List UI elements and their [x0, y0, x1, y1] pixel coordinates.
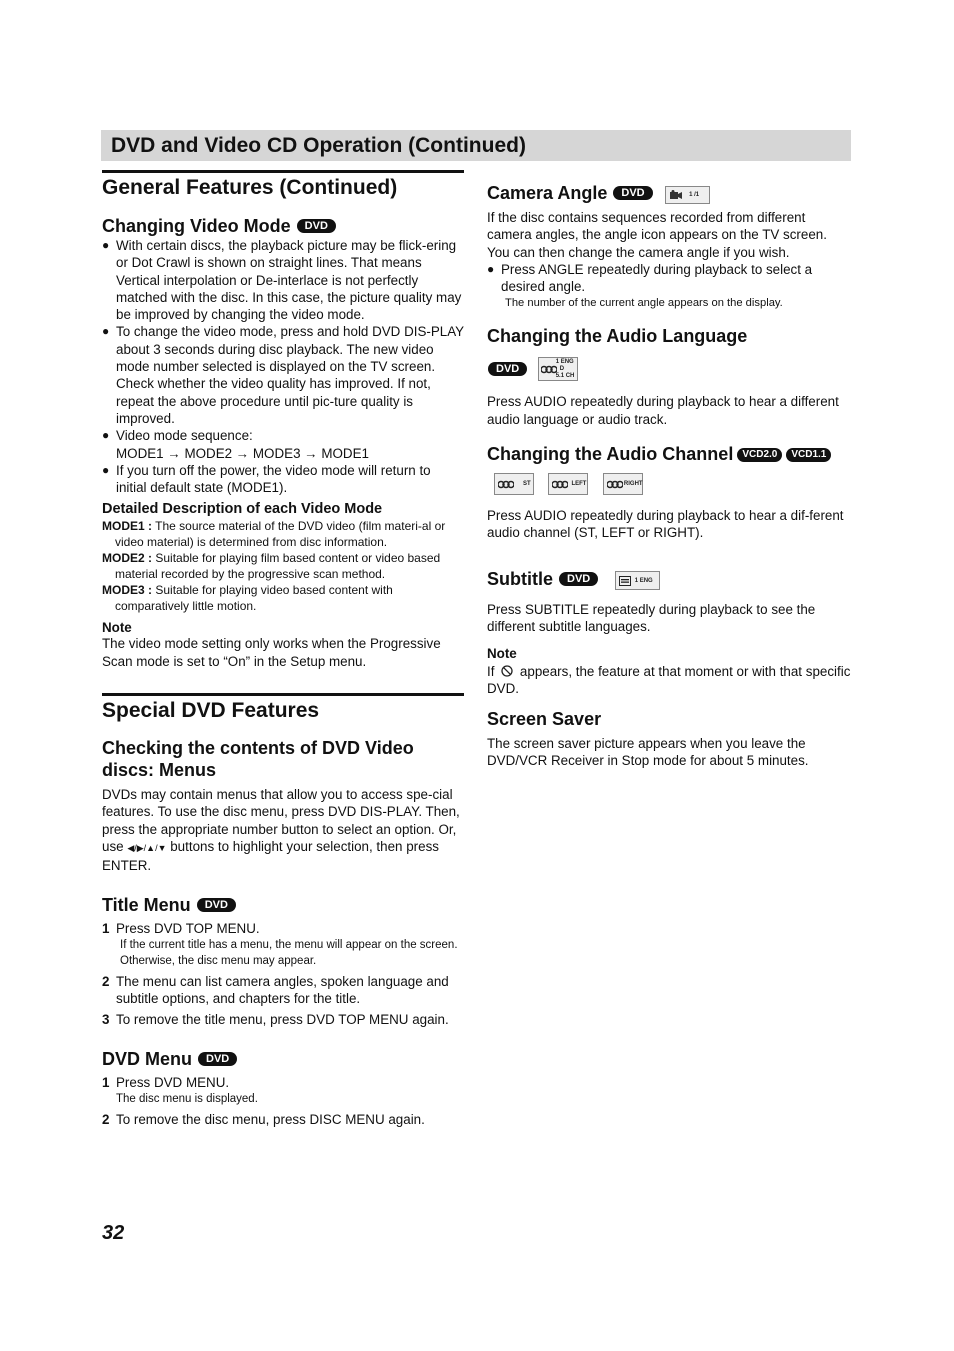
- camera-fine: The number of the current angle appears on the display.: [505, 297, 783, 310]
- video-mode-title: Changing Video Mode: [102, 216, 291, 236]
- list-item: 1 Press DVD MENU.: [102, 1074, 230, 1090]
- step-note: If the current title has a menu, the menu will appear on the screen. Otherwise, the disc menu may appear.: [120, 938, 458, 967]
- bullet-icon: ●: [487, 261, 495, 276]
- bullet-icon: ●: [102, 324, 110, 339]
- angle-osd-icon: 1 /1: [665, 186, 710, 204]
- special-features-title: Special DVD Features: [102, 693, 464, 724]
- screen-saver-title: Screen Saver: [487, 709, 602, 730]
- page-number: 32: [102, 1222, 125, 1244]
- audio-language-title: Changing the Audio Language: [487, 326, 748, 347]
- audio-osd-icon: 1 ENG D 5.1 CH: [538, 357, 578, 381]
- bullet-icon: ●: [102, 462, 110, 477]
- dvd-menu-heading: [102, 1048, 464, 1070]
- camera-text: If the disc contains sequences recorded from different camera angles, the angle icon appears on the TV screen. You can then change the camera angle if you wish.: [487, 210, 827, 260]
- mode-item: MODE1 : The source material of the DVD video (film materi-al or video material) is determined from disc information.: [102, 519, 446, 550]
- audio-language-icons: [487, 357, 851, 381]
- mode-item: MODE2 : Suitable for playing film based content or video based material recorded by the progressive scan method.: [102, 551, 441, 582]
- note-label: Note: [102, 620, 132, 636]
- audio-channel-heading: [487, 443, 851, 465]
- camera-angle-title: Camera Angle: [487, 183, 608, 203]
- dvd-badge: DVD: [297, 219, 336, 233]
- note-text: If appears, the feature at that moment or with that specific DVD.: [487, 663, 851, 696]
- list-item: ● To change the video mode, press and hold DVD DIS-PLAY about 3 seconds during disc playback. The new video mode number selected is displayed on the TV screen. Check whether the video quality has improved. If not, repeat the above procedure until pic-ture quality is improved.: [102, 324, 464, 426]
- audio-language-text: Press AUDIO repeatedly during playback to hear a different audio language or audio track.: [487, 394, 839, 427]
- channel-osd-st-icon: ST: [494, 473, 534, 495]
- video-mode-heading: [102, 215, 464, 237]
- audio-disc-icon: [541, 365, 557, 374]
- list-item: 2 To remove the disc menu, press DISC MENU again.: [102, 1112, 425, 1128]
- dvd-badge: DVD: [488, 362, 527, 376]
- note-text: The video mode setting only works when the Progressive Scan mode is set to “On” in the Setup menu.: [102, 636, 441, 669]
- vcd11-badge: VCD1.1: [786, 448, 831, 462]
- right-column: [487, 170, 851, 770]
- audio-disc-icon: [498, 480, 514, 489]
- list-item: ● If you turn off the power, the video mode will return to initial default state (MODE1).: [102, 462, 431, 496]
- camera-angle-heading: [487, 182, 851, 204]
- title-menu-heading: [102, 894, 464, 916]
- subtitle-icon: [619, 576, 631, 586]
- list-item: 3 To remove the title menu, press DVD TOP MENU again.: [102, 1012, 449, 1028]
- left-column: [102, 170, 464, 1128]
- menus-text: DVDs may contain menus that allow you to access spe-cial features. To use the disc menu, press DVD DIS-PLAY. Then, press the appropriate number button to select an option. Or, use ◀/▶/▲/▼ buttons to highlight your selection, then press ENTER.: [102, 787, 460, 874]
- dvd-badge: DVD: [198, 1052, 237, 1066]
- title-menu-title: Title Menu: [102, 894, 191, 915]
- audio-disc-icon: [552, 480, 568, 489]
- bullet-icon: ●: [102, 428, 110, 443]
- screen-saver-text: The screen saver picture appears when you leave the DVD/VCR Receiver in Stop mode for about 5 minutes.: [487, 736, 809, 769]
- mode-item: MODE3 : Suitable for playing video based content with comparatively little motion.: [102, 583, 393, 614]
- vcd20-badge: VCD2.0: [737, 448, 782, 462]
- arrow-keys-icon: ◀/▶/▲/▼: [127, 842, 167, 853]
- bullet-icon: ●: [102, 238, 110, 252]
- prohibited-icon: [501, 665, 513, 677]
- list-item: ● Press ANGLE repeatedly during playback to select a desired angle.: [487, 261, 813, 295]
- list-item: 2 The menu can list camera angles, spoken language and subtitle options, and chapters for the title.: [102, 973, 449, 1007]
- camera-icon: [670, 190, 682, 200]
- menus-title: Checking the contents of DVD Video discs: Menus: [102, 738, 414, 781]
- step-note: The disc menu is displayed.: [116, 1093, 258, 1106]
- audio-channel-title: Changing the Audio Channel: [487, 444, 734, 465]
- audio-channel-icons: [487, 473, 851, 497]
- audio-channel-text: Press AUDIO repeatedly during playback to hear a dif-ferent audio channel (ST, LEFT or RIGHT).: [487, 508, 844, 541]
- subtitle-osd-icon: 1 ENG: [615, 571, 660, 590]
- subtitle-text: Press SUBTITLE repeatedly during playback to see the different subtitle languages.: [487, 601, 816, 635]
- general-features-title: General Features (Continued): [102, 170, 464, 201]
- subtitle-title: Subtitle: [487, 568, 553, 589]
- dvd-badge: DVD: [613, 186, 652, 200]
- channel-osd-right-icon: RIGHT: [603, 473, 643, 495]
- dvd-menu-title: DVD Menu: [102, 1048, 192, 1069]
- channel-osd-left-icon: LEFT: [548, 473, 588, 495]
- subtitle-heading: [487, 568, 851, 590]
- list-item: ● Video mode sequence: MODE1 → MODE2 → MODE3 → MODE1: [102, 428, 369, 461]
- list-item: 1 Press DVD TOP MENU.: [102, 920, 260, 936]
- video-mode-sequence: MODE1 → MODE2 → MODE3 → MODE1: [116, 445, 369, 461]
- section-banner: DVD and Video CD Operation (Continued): [101, 130, 851, 161]
- audio-disc-icon: [607, 480, 623, 489]
- detail-title: Detailed Description of each Video Mode: [102, 501, 383, 518]
- note-label: Note: [487, 645, 517, 661]
- list-item: ● With certain discs, the playback picture may be flick-ering or Dot Crawl is shown on straight lines. That means Vertical interpolation or De-interlace is not perfectly matched with the disc. In this case, the picture quality may be improved by changing the video mode.: [102, 238, 462, 323]
- dvd-badge: DVD: [559, 572, 598, 586]
- dvd-badge: DVD: [197, 898, 236, 912]
